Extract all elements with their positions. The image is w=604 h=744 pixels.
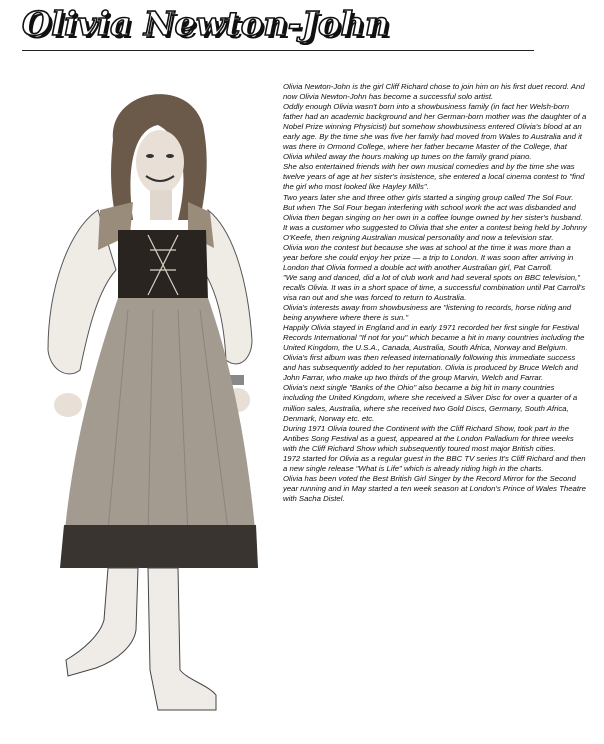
article-paragraph: Olivia has been voted the Best British Girl Singer by the Record Mirror for the Second year running and in May started a ten week season at London's Prince of Wales Theatre with Sacha Distel. (283, 473, 586, 503)
left-boot (66, 568, 138, 676)
title-underline (22, 50, 534, 51)
article-paragraph: Two years later she and three other girls started a singing group called The Sol Four. But when The Sol Four began interfering with school work the act was disbanded and Olivia then began singing on her own in a coffee lounge owned by her sister's husband. (283, 192, 583, 222)
article-paragraph: It was a customer who suggested to Olivia that she enter a contest being held by Johnny O'Keefe, then reigning Australian musical personality and now a television star. (283, 222, 587, 242)
article-paragraph: Olivia won the contest but because she was at school at the time it was more than a year before she could enjoy her prize — a trip to London. It was soon after arriving in London that Olivia formed a double act with another Australian girl, Pat Carroll. (283, 242, 574, 272)
article-text (283, 82, 587, 504)
article-paragraph: Oddly enough Olivia wasn't born into a showbusiness family (in fact her Welsh-born father had an academic background and her German-born mother was the daughter of a Nobel Prize winning Physicist) but somehow showbusiness entered Olivia's blood at an early age. By the time she was five her family had moved from Wales to Australia and it was there in Ormond College, where her father became Master of the College, that Olivia whiled away the hours making up tunes on the family grand piano. (283, 102, 587, 162)
article-paragraph: Olivia's first album was then released internationally following this immediate success and has subsequently added to her reputation. Olivia is produced by Bruce Welch and John Farrar, who make up two thirds of the group Marvin, Welch and Farrar. (283, 353, 578, 383)
article-paragraph: Olivia Newton-John is the girl Cliff Richard chose to join him on his first duet record. And now Olivia Newton-John has become a successful solo artist. (283, 82, 585, 102)
article-paragraph: During 1971 Olivia toured the Continent with the Cliff Richard Show, took part in the Antibes Song Festival as a guest, appeared at the London Palladium for three weeks with the Cliff Richard Show which subsequently toured most major British cities. (283, 423, 574, 453)
article-paragraph: 1972 started for Olivia as a regular guest in the BBC TV series It's Cliff Richard and then a new single release "What is Life" which is already riding high in the charts. (283, 453, 586, 473)
article-paragraph: Olivia's next single "Banks of the Ohio" also became a big hit in many countries including the United Kingdom, where she received a Silver Disc for over a quarter of a million sales, Australia, where she received two Gold Discs, Germany, South Africa, Denmark, Norway etc. etc. (283, 383, 578, 423)
article-paragraph: She also entertained friends with her own musical comedies and by the time she was twelve years of age at her sister's insistence, she entered a local cinema contest to "find the girl who most looked like Hayley Mills". (283, 162, 585, 192)
portrait-photo (38, 70, 266, 730)
face (136, 130, 184, 194)
article-paragraph: "We sang and danced, did a lot of club work and had several spots on BBC television," recalls Olivia. It was in a short space of time, a successful combination until Pat Carroll's visa ran out and she was forced to return to Australia. (283, 272, 586, 302)
page-title: Olivia Newton-John (22, 4, 390, 43)
article-paragraph: Happily Olivia stayed in England and in early 1971 recorded her first single for Festival Records International "If not for you" which became a hit in many countries including the United Kingdom, the U.S.A., Canada, Australia, South Africa, Norway and Belgium. (283, 323, 585, 353)
skirt-hem (60, 525, 258, 568)
article-paragraph: Olivia's interests away from showbusiness are "listening to records, horse riding and being anywhere where there is sun." (283, 303, 572, 323)
right-boot (148, 568, 216, 710)
